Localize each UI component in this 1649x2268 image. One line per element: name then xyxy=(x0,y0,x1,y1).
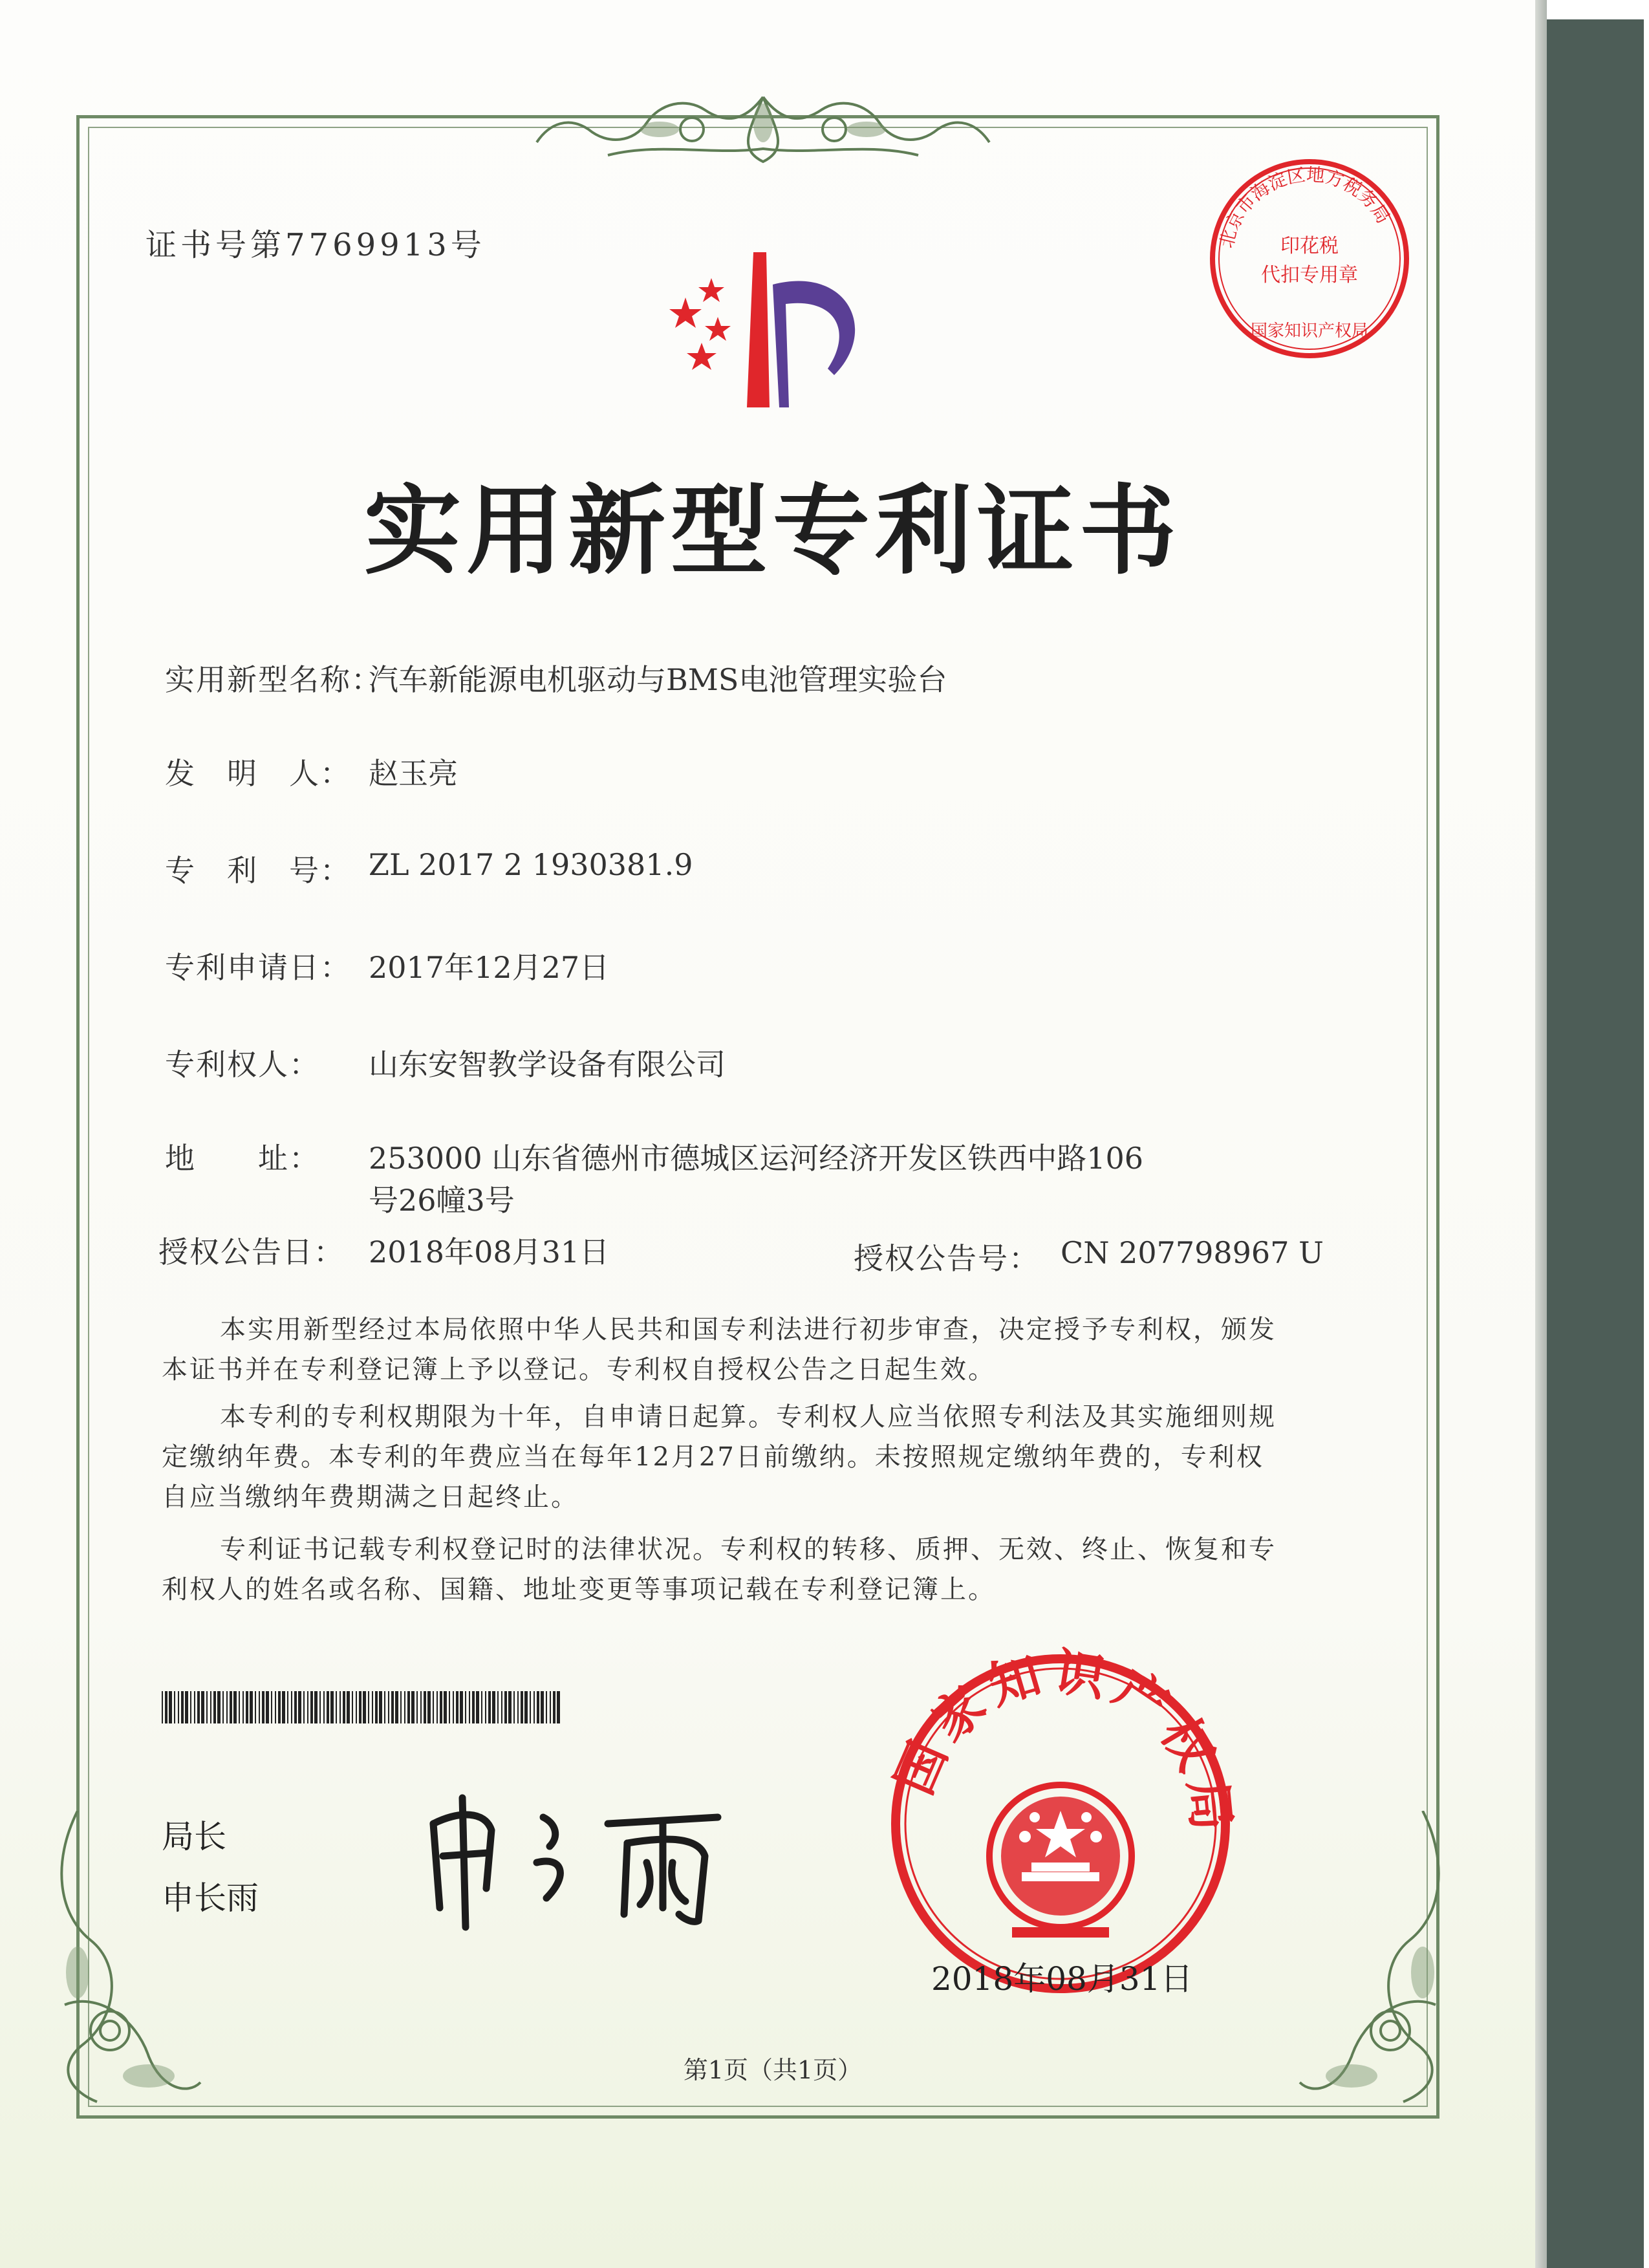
barcode-bar xyxy=(469,1691,470,1723)
national-emblem-icon xyxy=(989,1785,1132,1938)
barcode-bar xyxy=(278,1691,281,1723)
tax-seal-ring-text: 北京市海淀区地方税务局 xyxy=(1215,164,1394,250)
grant-number-label: 授权公告号： xyxy=(854,1241,1040,1276)
signatory-name: 申长雨 xyxy=(162,1879,259,1917)
inventor-label: 发 明 人： xyxy=(165,756,351,791)
barcode-bar xyxy=(259,1691,260,1723)
barcode-bar xyxy=(206,1691,208,1723)
binder-edge xyxy=(1535,0,1547,2268)
barcode-bar xyxy=(476,1691,479,1723)
tax-seal-center-1: 印花税 xyxy=(1280,235,1339,257)
barcode-bar xyxy=(504,1691,507,1723)
barcode-bar xyxy=(343,1691,345,1723)
address-label: 地 址： xyxy=(165,1141,320,1176)
barcode-bar xyxy=(384,1691,385,1723)
barcode-bar xyxy=(181,1691,184,1723)
grant-date-label: 授权公告日： xyxy=(158,1235,345,1269)
barcode-bar xyxy=(453,1691,454,1723)
barcode-bar xyxy=(287,1691,288,1723)
patentee-value: 山东安智教学设备有限公司 xyxy=(369,1047,726,1082)
barcode-bar xyxy=(197,1691,200,1723)
barcode-bar xyxy=(557,1691,560,1723)
paragraph-3-line-1: 专利证书记载专利权登记时的法律状况。专利权的转移、质押、无效、终止、恢复和专 xyxy=(220,1535,1277,1564)
barcode-bar xyxy=(327,1691,329,1723)
barcode-bar xyxy=(359,1691,361,1723)
paragraph-3-line-2: 利权人的姓名或名称、国籍、地址变更等事项记载在专利登记簿上。 xyxy=(162,1575,996,1604)
tax-seal-center-2: 代扣专用章 xyxy=(1261,264,1358,286)
barcode-bar xyxy=(492,1691,495,1723)
barcode-bar xyxy=(524,1691,528,1723)
paragraph-3 xyxy=(162,1529,1345,1610)
barcode-bar xyxy=(513,1691,515,1723)
barcode-bar xyxy=(330,1691,334,1723)
office-seal-ring-text: 国家知识产权局 xyxy=(885,1643,1242,1841)
barcode-bar xyxy=(433,1691,434,1723)
barcode-bar xyxy=(420,1691,422,1723)
paragraph-1-line-2: 本证书并在专利登记簿上予以登记。专利权自授权公告之日起生效。 xyxy=(162,1355,996,1385)
certificate-title: 实用新型专利证书 xyxy=(363,474,1181,588)
barcode-bar xyxy=(298,1691,301,1723)
barcode-bar xyxy=(230,1691,232,1723)
tax-seal-bottom: 国家知识产权局 xyxy=(1250,321,1369,341)
barcode-bar xyxy=(553,1691,555,1723)
barcode-bar xyxy=(424,1691,426,1723)
barcode-bar xyxy=(416,1691,418,1723)
barcode-bar xyxy=(194,1691,195,1723)
signatory-role: 局长 xyxy=(162,1818,226,1855)
patent-number-value: ZL 2017 2 1930381.9 xyxy=(369,847,693,882)
barcode-bar xyxy=(222,1691,224,1723)
barcode-bar xyxy=(275,1691,276,1723)
barcode-bar xyxy=(165,1691,167,1723)
filing-date-value: 2017年12月27日 xyxy=(369,950,610,985)
invention-name-value: 汽车新能源电机驱动与BMS电池管理实验台 xyxy=(369,662,947,697)
barcode-bar xyxy=(185,1691,188,1723)
barcode-bar xyxy=(517,1691,519,1723)
barcode-bar xyxy=(436,1691,438,1723)
barcode-bar xyxy=(411,1691,415,1723)
barcode-bar xyxy=(488,1691,491,1723)
barcode-bar xyxy=(460,1691,463,1723)
barcode-bar xyxy=(217,1691,221,1723)
barcode-bar xyxy=(379,1691,382,1723)
barcode-bar xyxy=(266,1691,269,1723)
tax-seal-stamp xyxy=(1203,152,1416,365)
barcode-bar xyxy=(246,1691,248,1723)
binder-backing xyxy=(1547,19,1644,2268)
barcode-bar xyxy=(391,1691,394,1723)
inventor-value: 赵玉亮 xyxy=(369,756,458,791)
barcode-bar xyxy=(465,1691,466,1723)
barcode-bar xyxy=(407,1691,410,1723)
barcode-bar xyxy=(395,1691,398,1723)
barcode-bar xyxy=(294,1691,297,1723)
barcode-bar xyxy=(255,1691,256,1723)
paragraph-2-line-1: 本专利的专利权期限为十年，自申请日起算。专利权人应当依照专利法及其实施细则规 xyxy=(220,1402,1277,1432)
barcode-bar xyxy=(472,1691,475,1723)
barcode-bar xyxy=(400,1691,402,1723)
patent-office-logo-icon xyxy=(640,233,886,420)
barcode-bar xyxy=(271,1691,272,1723)
address-line-2: 号26幢3号 xyxy=(369,1183,515,1218)
barcode-bar xyxy=(190,1691,191,1723)
barcode-bar xyxy=(339,1691,341,1723)
barcode-bar xyxy=(481,1691,482,1723)
barcode-bar xyxy=(546,1691,547,1723)
barcode-bar xyxy=(303,1691,305,1723)
barcode-bar xyxy=(521,1691,523,1723)
office-seal-date: 2018年08月31日 xyxy=(931,1960,1193,1998)
barcode-bar xyxy=(427,1691,431,1723)
paragraph-2-line-2: 定缴纳年费。本专利的年费应当在每年12月27日前缴纳。未按照规定缴纳年费的，专利权 xyxy=(162,1442,1264,1472)
barcode-bar xyxy=(210,1691,211,1723)
barcode-bar xyxy=(319,1691,321,1723)
paragraph-2 xyxy=(162,1397,1345,1517)
barcode-bar xyxy=(404,1691,405,1723)
barcode-bar xyxy=(508,1691,512,1723)
barcode-bar xyxy=(388,1691,389,1723)
paragraph-1-line-1: 本实用新型经过本局依照中华人民共和国专利法进行初步审查，决定授予专利权，颁发 xyxy=(220,1315,1277,1345)
top-ornament-icon xyxy=(530,84,996,168)
office-seal-stamp xyxy=(879,1643,1242,2005)
barcode-bar xyxy=(444,1691,447,1723)
barcode-bar xyxy=(262,1691,264,1723)
patent-number-label: 专 利 号： xyxy=(165,853,351,888)
barcode-bar xyxy=(356,1691,357,1723)
barcode-bar xyxy=(537,1691,539,1723)
barcode-bar xyxy=(226,1691,228,1723)
barcode-bar xyxy=(534,1691,535,1723)
barcode-bar xyxy=(250,1691,253,1723)
barcode-bar xyxy=(178,1691,179,1723)
barcode-icon xyxy=(162,1691,563,1723)
handwritten-signature xyxy=(414,1785,776,1934)
barcode-bar xyxy=(497,1691,499,1723)
barcode-bar xyxy=(347,1691,350,1723)
barcode-bar xyxy=(449,1691,450,1723)
patentee-label: 专利权人： xyxy=(165,1047,320,1082)
barcode-bar xyxy=(501,1691,502,1723)
barcode-bar xyxy=(213,1691,216,1723)
certificate-number: 证书号第7769913号 xyxy=(146,227,486,263)
barcode-bar xyxy=(242,1691,244,1723)
barcode-bar xyxy=(541,1691,544,1723)
filing-date-label: 专利申请日： xyxy=(165,950,351,985)
barcode-bar xyxy=(314,1691,318,1723)
barcode-bar xyxy=(336,1691,337,1723)
barcode-bar xyxy=(201,1691,204,1723)
barcode-bar xyxy=(550,1691,551,1723)
paragraph-1 xyxy=(162,1310,1345,1390)
barcode-bar xyxy=(440,1691,442,1723)
barcode-bar xyxy=(323,1691,325,1723)
barcode-bar xyxy=(456,1691,458,1723)
grant-number-value: CN 207798967 U xyxy=(1061,1235,1324,1270)
barcode-bar xyxy=(352,1691,353,1723)
paragraph-2-line-3: 自应当缴纳年费期满之日起终止。 xyxy=(162,1482,579,1512)
barcode-bar xyxy=(239,1691,240,1723)
barcode-bar xyxy=(174,1691,175,1723)
invention-name-label: 实用新型名称： xyxy=(165,662,382,697)
barcode-bar xyxy=(372,1691,373,1723)
barcode-bar xyxy=(368,1691,369,1723)
barcode-bar xyxy=(530,1691,531,1723)
barcode-bar xyxy=(291,1691,292,1723)
barcode-bar xyxy=(282,1691,285,1723)
barcode-bar xyxy=(169,1691,172,1723)
barcode-bar xyxy=(375,1691,378,1723)
barcode-bar xyxy=(307,1691,308,1723)
page-number: 第1页（共1页） xyxy=(683,2056,863,2084)
barcode-bar xyxy=(485,1691,486,1723)
address-line-1: 253000 山东省德州市德城区运河经济开发区铁西中路106 xyxy=(369,1141,1144,1176)
barcode-bar xyxy=(233,1691,237,1723)
barcode-bar xyxy=(363,1691,366,1723)
barcode-bar xyxy=(310,1691,313,1723)
barcode-bar xyxy=(162,1691,163,1723)
grant-date-value: 2018年08月31日 xyxy=(369,1235,610,1269)
